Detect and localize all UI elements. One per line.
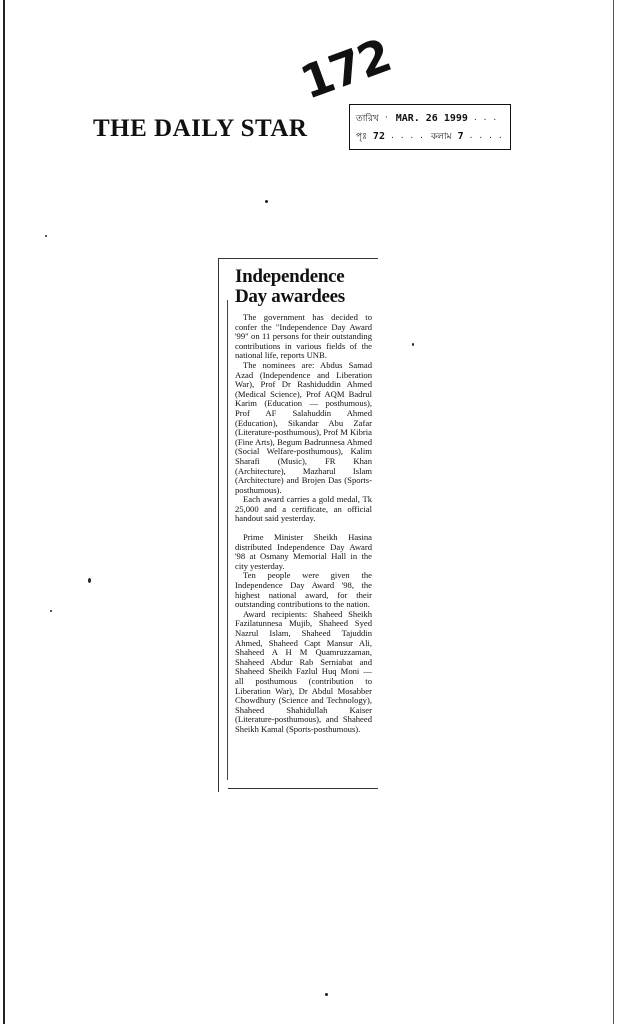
article-paragraph: The government has decided to confer the "Independence Day Award '99" on 11 persons for their outstanding contributions in various fields of the national life, reports UNB. — [235, 312, 372, 361]
stamp-page-value: 72 — [372, 130, 385, 142]
clipping-cut-edge — [228, 788, 378, 789]
stamp-date-row — [356, 109, 504, 127]
scan-speck — [50, 610, 52, 612]
article-headline — [235, 267, 372, 307]
stamp-column-value: 7 — [457, 130, 464, 142]
stamp-page-row — [356, 127, 504, 145]
stamp-date-label: তারিখ — [356, 113, 379, 124]
archive-stamp — [349, 104, 511, 150]
headline-line: Independence — [235, 266, 345, 287]
stamp-dots: . . . . — [390, 131, 425, 141]
scan-speck — [265, 200, 268, 203]
stamp-page-label: পৃঃ — [356, 131, 367, 142]
stamp-dots: . . . — [473, 113, 499, 123]
scan-edge-left — [3, 0, 5, 1024]
stamp-dots: . . . . — [469, 131, 504, 141]
article-paragraph: Each award carries a gold medal, Tk 25,000 and a certificate, an official handout said yesterday. — [235, 494, 372, 524]
scan-speck — [325, 993, 328, 996]
newspaper-clipping — [218, 258, 378, 792]
stamp-column-label: কলাম — [431, 131, 452, 142]
newspaper-masthead: THE DAILY STAR — [93, 115, 308, 142]
headline-line: Day awardees — [235, 286, 345, 307]
article-paragraph: The nominees are: Abdus Samad Azad (Independence and Liberation War), Prof Dr Rashiduddin Ahmed (Medical Science), Prof AQM Badrul Karim (Education — posthumous), Prof AF Salahuddin Ahmed (Education), Sikandar Abu Zafar (Literature-posthumous), Prof M Kibria (Fine Arts), Begum Badrunnesa Ahmed (Social Welfare-posthumous), Kalim Sharafi (Music), FR Khan (Architecture), Mazharul Islam (Architecture) and Brojen Das (Sports-posthumous). — [235, 359, 372, 495]
scan-speck — [45, 235, 47, 237]
article-paragraph: Ten people were given the Independence Day Award '98, the highest national award, for their outstanding contributions to the nation. — [235, 570, 372, 610]
scan-speck — [88, 578, 91, 583]
scan-edge-right — [613, 0, 614, 1024]
handwritten-clipping-number: 172 — [293, 28, 397, 110]
scan-speck — [412, 343, 414, 346]
article-paragraph: Award recipients: Shaheed Sheikh Fazilatunnesa Mujib, Shaheed Syed Nazrul Islam, Shaheed Tajuddin Ahmed, Shaheed Capt Mansur Ali, Shaheed A H M Quamruzzaman, Shaheed Abdur Rab Serniabat and Shaheed Sheikh Fazlul Huq Moni — all posthumous (contribution to Liberation War), Dr Abdul Mosabber Chowdhury (Science and Technology), Shaheed Shahidullah Kaiser (Literature-posthumous), and Shaheed Sheikh Kamal (Sports-posthumous). — [235, 608, 372, 734]
article-body — [235, 313, 372, 735]
stamp-dots: · — [384, 113, 390, 123]
article-paragraph: Prime Minister Sheikh Hasina distributed Independence Day Award '98 at Osmany Memorial Hall in the city yesterday. — [235, 532, 372, 571]
clipping-cut-edge — [227, 300, 228, 780]
stamp-date-value: MAR. 26 1999 — [395, 112, 468, 124]
